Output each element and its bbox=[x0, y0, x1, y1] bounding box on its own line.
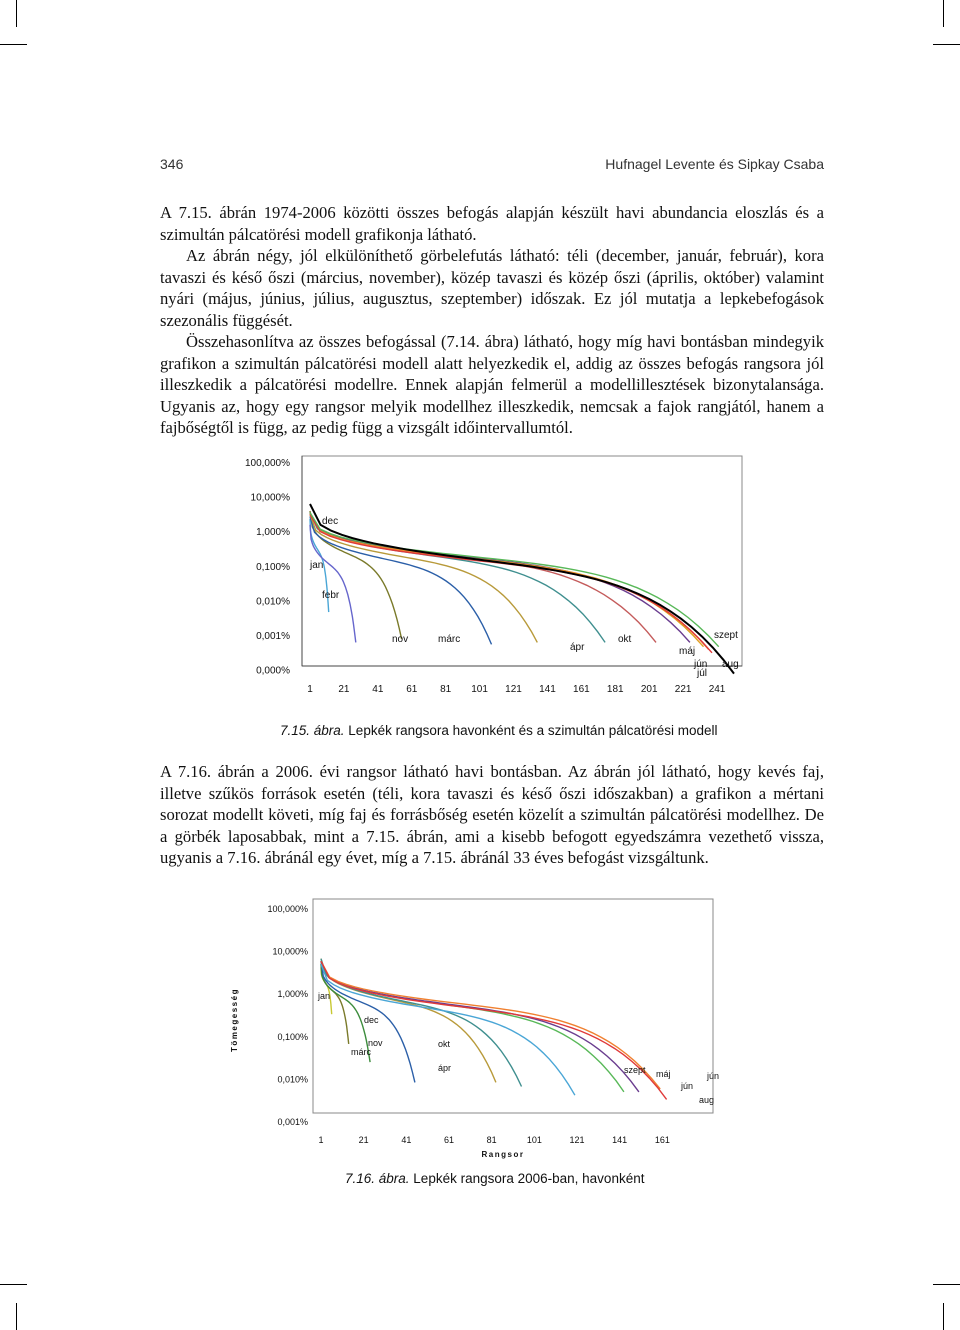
series-label: febr bbox=[322, 590, 340, 601]
paragraph-4: A 7.16. ábrán a 2006. évi rangsor látható havi bontásban. Az ábrán jól látható, hogy kevés faj, illetve szűkös források esetén (téli, kora tavaszi és késő őszi időszakban) a grafikon a mértani sorozat modellt követi, míg faj és forrásbőség esetén közelít a szimultán pálcatörési modellhez. De a görbék laposabbak, mint a 7.15. ábrán, ami a kisebb befogott egyedszámra vezethető vissza, ugyanis a 7.16. ábránál egy évet, míg a 7.15. ábránál 33 éves befogást vizsgáltunk. bbox=[160, 762, 824, 867]
y-axis-title: Tömegesség bbox=[230, 988, 239, 1052]
x-tick-label: 121 bbox=[505, 684, 522, 695]
series-label: nov bbox=[392, 634, 409, 645]
plot-area bbox=[302, 456, 742, 666]
figure-7-15-caption bbox=[280, 723, 718, 738]
series-label: aug bbox=[699, 1095, 715, 1105]
x-tick-label: 61 bbox=[406, 684, 418, 695]
x-tick-label: 41 bbox=[401, 1135, 412, 1145]
y-tick-label: 100,000% bbox=[244, 458, 290, 469]
figure-7-15 bbox=[232, 452, 752, 717]
x-axis-title: Rangsor bbox=[481, 1150, 525, 1159]
series-label: szept bbox=[714, 630, 738, 641]
x-tick-label: 81 bbox=[486, 1135, 497, 1145]
series-label: máj bbox=[679, 646, 696, 657]
y-tick-label: 0,001% bbox=[277, 1117, 308, 1127]
x-tick-label: 241 bbox=[708, 684, 726, 695]
y-tick-label: 100,000% bbox=[267, 904, 308, 914]
figure-7-16 bbox=[228, 895, 738, 1170]
x-tick-label: 101 bbox=[471, 684, 488, 695]
y-tick-label: 0,000% bbox=[256, 665, 290, 677]
x-tick-label: 41 bbox=[372, 684, 384, 695]
x-tick-label: 201 bbox=[640, 684, 658, 695]
series-label: okt bbox=[618, 634, 632, 645]
x-tick-label: 121 bbox=[569, 1135, 585, 1145]
series-label: dec bbox=[364, 1015, 379, 1025]
x-tick-label: 81 bbox=[440, 684, 452, 695]
series-label: okt bbox=[438, 1039, 451, 1049]
y-tick-label: 0,001% bbox=[256, 631, 290, 642]
y-tick-label: 0,010% bbox=[277, 1074, 308, 1085]
x-tick-label: 101 bbox=[526, 1135, 542, 1145]
caption-text: Lepkék rangsora havonként és a szimultán pálcatörési modell bbox=[344, 723, 718, 738]
caption-number: 7.16. ábra. bbox=[345, 1171, 410, 1186]
paragraph-3: Összehasonlítva az összes befogással (7.14. ábra) látható, hogy míg havi bontásban mindegyik grafikon a szimultán pálcatörési modell alatt helyezkedik el, addig az összes befogás rangsora jól illeszkedik a pálcatörési modellre. Ennek alapján felmerül a modellillesztések bizonytalansága. Ugyanis az, hogy egy rangsor melyik modellhez illeszkedik, nemcsak a fajok rangjától, hanem a fajbőségtől is függ, az pedig függ a vizsgált időintervallumtól. bbox=[160, 332, 824, 437]
series-label: jún bbox=[707, 1071, 720, 1081]
y-tick-label: 10,000% bbox=[250, 492, 290, 504]
x-tick-label: 1 bbox=[307, 684, 313, 695]
paragraph-1: A 7.15. ábrán 1974-2006 közötti összes befogás alapján készült havi abundancia eloszlás és a szimultán pálcatörési modell grafikonja látható. bbox=[160, 203, 824, 244]
page-number: 346 bbox=[160, 156, 184, 172]
series-label: aug bbox=[722, 659, 739, 670]
text-block-2 bbox=[160, 761, 824, 869]
x-tick-label: 61 bbox=[443, 1135, 455, 1145]
series-label: máj bbox=[656, 1069, 671, 1079]
x-tick-label: 21 bbox=[338, 684, 350, 695]
chart-7-16 bbox=[228, 895, 738, 1165]
x-tick-label: 1 bbox=[318, 1135, 324, 1145]
series-label: ápr bbox=[438, 1063, 452, 1073]
y-tick-label: 0,010% bbox=[256, 596, 290, 608]
series-label: jan bbox=[310, 560, 324, 571]
x-tick-label: 141 bbox=[612, 1135, 628, 1145]
x-tick-label: 181 bbox=[606, 684, 624, 695]
y-tick-label: 1,000% bbox=[277, 989, 308, 1000]
series-label: márc bbox=[351, 1047, 371, 1057]
series-label: dec bbox=[322, 516, 339, 527]
series-label: ápr bbox=[570, 642, 585, 653]
x-tick-label: 161 bbox=[573, 684, 590, 695]
series-label: márc bbox=[438, 634, 461, 645]
series-label: jún bbox=[681, 1081, 694, 1091]
series-label: júl bbox=[697, 668, 708, 679]
x-tick-label: 141 bbox=[539, 684, 556, 695]
series-label: jún bbox=[694, 659, 708, 670]
y-tick-label: 1,000% bbox=[256, 527, 290, 539]
series-label: nov bbox=[368, 1038, 383, 1048]
running-header-authors: Hufnagel Levente és Sipkay Csaba bbox=[605, 156, 824, 172]
series-label: jan bbox=[318, 991, 331, 1001]
x-tick-label: 161 bbox=[654, 1135, 670, 1145]
y-tick-label: 10,000% bbox=[272, 946, 308, 957]
x-tick-label: 21 bbox=[358, 1135, 369, 1145]
y-tick-label: 0,100% bbox=[256, 561, 290, 573]
caption-number: 7.15. ábra. bbox=[280, 723, 345, 738]
text-block-1 bbox=[160, 202, 824, 439]
caption-text: Lepkék rangsora 2006-ban, havonként bbox=[409, 1171, 645, 1186]
series-label: szept bbox=[624, 1065, 646, 1075]
figure-7-16-caption bbox=[345, 1171, 644, 1186]
chart-7-15 bbox=[232, 452, 752, 712]
x-tick-label: 221 bbox=[674, 684, 692, 695]
paragraph-2: Az ábrán négy, jól elkülöníthető görbelefutás látható: téli (december, január, február), kora tavaszi és késő őszi (március, november), közép tavaszi és közép őszi (április, október) valamint nyári (május, június, július, augusztus, szeptember) időszak. Ez jól mutatja a lepkebefogások szezonális függését. bbox=[160, 246, 824, 330]
y-tick-label: 0,100% bbox=[277, 1031, 308, 1042]
